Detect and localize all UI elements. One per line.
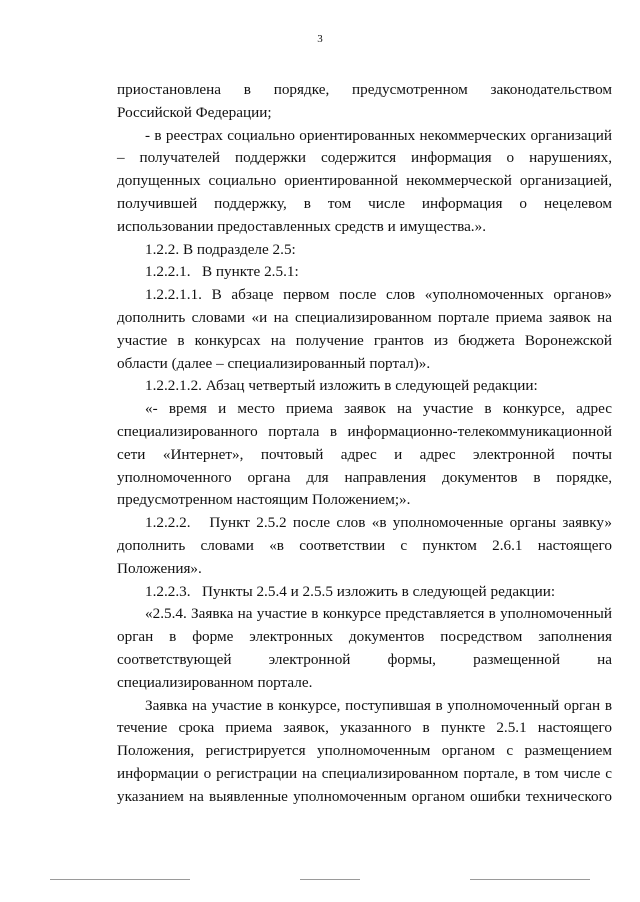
paragraph-application-registration: Заявка на участие в конкурсе, поступившая в уполномоченный орган в течение срока приема заявок, указанного в пункте 2.5.1 настоящего Положения, регистрируется уполномоченным органом с размещением информации о регистрации на специализированном портале, в том числе с указанием на выявленные уполномоченным органом ошибки технического (117, 696, 612, 805)
paragraph-2-5-4: «2.5.4. Заявка на участие в конкурсе представляется в уполномоченный орган в форме электронных документов посредством заполнения соответствующей электронной формы, размещенной на специализированном портале. (117, 605, 612, 691)
paragraph-quoted-time-place: «- время и место приема заявок на участие в конкурсе, адрес специализированного портала в информационно-телекоммуникационной сети «Интернет», почтовый адрес и адрес электронной почты уполномоченного органа для направления документов в порядке, предусмотренном настоящим Положением;». (117, 400, 612, 509)
paragraph-registry-violations: - в реестрах социально ориентированных некоммерческих организаций – получателей поддержки содержится информация о нарушениях, допущенных социально ориентированной некоммерческой организацией, получившей поддержку, в том числе информация о нецелевом использовании предоставленных средств и имущества.». (117, 126, 612, 235)
paragraph-1-2-2-3: 1.2.2.3. Пункты 2.5.4 и 2.5.5 изложить в следующей редакции: (145, 582, 556, 600)
scan-edge-mark (0, 877, 640, 883)
paragraph-suspension-continuation: приостановлена в порядке, предусмотренном законодательством Российской Федерации; (117, 81, 612, 121)
document-body (117, 79, 616, 809)
page-number: 3 (317, 33, 323, 45)
paragraph-1-2-2-2: 1.2.2.2. Пункт 2.5.2 после слов «в уполномоченные органы заявку» дополнить словами «в соответствии с пунктом 2.6.1 настоящего Положения». (117, 514, 616, 577)
paragraph-1-2-2-1-1: 1.2.2.1.1. В абзаце первом после слов «уполномоченных органов» дополнить словами «и на специализированном портале приема заявок на участие в конкурсах на получение грантов из бюджета Воронежской области (далее – специализированный портал)». (117, 286, 612, 372)
paragraph-1-2-2-1: 1.2.2.1. В пункте 2.5.1: (145, 263, 299, 281)
paragraph-1-2-2-1-2: 1.2.2.1.2. Абзац четвертый изложить в следующей редакции: (145, 377, 538, 395)
paragraph-1-2-2: 1.2.2. В подразделе 2.5: (145, 240, 296, 258)
